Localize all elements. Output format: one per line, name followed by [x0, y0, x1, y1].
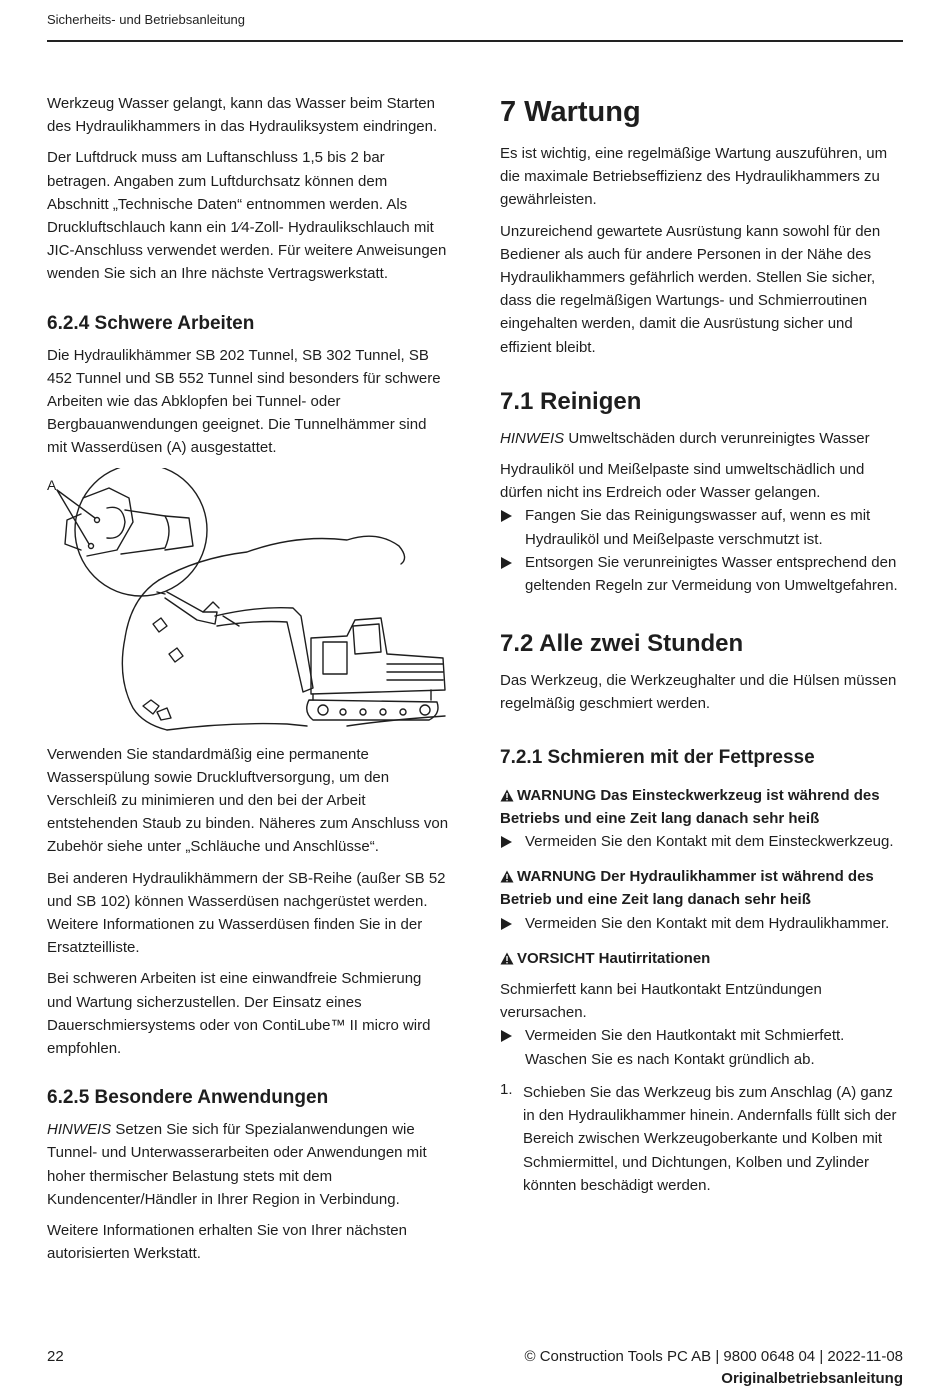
warning-triangle-icon	[500, 952, 514, 965]
bullet-item: Fangen Sie das Reinigungswasser auf, wenn es mit Hydrauliköl und Meißelpaste verschmutzt ist.	[500, 504, 903, 550]
paragraph: Die Hydraulikhämmer SB 202 Tunnel, SB 302 Tunnel, SB 452 Tunnel und SB 552 Tunnel sind besonders für schwere Arbeiten wie das Abklopfen bei Tunnel- oder Bergbauanwendungen geeignet. Die Tunnelhämmer sind mit Wasserdüsen (A) ausgestattet.	[47, 346, 441, 457]
note-text: Umweltschäden durch verunreinigtes Wasser	[564, 429, 870, 447]
arrow-bullet-icon	[501, 557, 512, 569]
tunnel-excavator-figure	[47, 468, 449, 738]
arrow-bullet-icon	[501, 836, 512, 848]
section-heading-6-2-4: 6.2.4 Schwere Arbeiten	[47, 312, 255, 334]
section-heading-6-2-5: 6.2.5 Besondere Anwendungen	[47, 1087, 329, 1109]
figure-callout-a: A	[47, 476, 57, 493]
warning-triangle-icon	[500, 789, 514, 802]
paragraph: Hydrauliköl und Meißelpaste sind umweltschädlich und dürfen nicht ins Erdreich oder Wasser gelangen.	[500, 461, 865, 502]
arrow-bullet-icon	[501, 1030, 512, 1042]
paragraph: Weitere Informationen erhalten Sie von Ihrer nächsten autorisierten Werkstatt.	[47, 1222, 407, 1263]
header-rule	[47, 40, 903, 42]
page-number: 22	[47, 1348, 64, 1365]
bullet-item: Vermeiden Sie den Kontakt mit dem Hydraulikhammer.	[500, 912, 903, 935]
bullet-item: Vermeiden Sie den Kontakt mit dem Einsteckwerkzeug.	[500, 830, 903, 853]
right-column	[500, 92, 903, 1197]
arrow-bullet-icon	[501, 918, 512, 930]
note-paragraph	[47, 1118, 449, 1211]
paragraph: Schmierfett kann bei Hautkontakt Entzündungen verursachen.	[500, 981, 822, 1022]
warning-triangle-icon	[500, 870, 514, 883]
paragraph: Bei anderen Hydraulikhämmern der SB-Reihe (außer SB 52 und SB 102) können Wasserdüsen nachgerüstet werden. Weitere Informationen zu Wasserdüsen finden Sie in der Ersatzteilliste.	[47, 869, 446, 957]
note-paragraph	[500, 427, 903, 450]
paragraph: Es ist wichtig, eine regelmäßige Wartung auszuführen, um die maximale Betriebseffizienz des Hydraulikhammers zu gewährleisten.	[500, 145, 888, 209]
note-label: HINWEIS	[500, 429, 565, 447]
chapter-heading-7: 7 Wartung	[500, 96, 641, 128]
paragraph: Das Werkzeug, die Werkzeughalter und die Hülsen müssen regelmäßig geschmiert werden.	[500, 672, 897, 713]
warning-heading: WARNUNG Der Hydraulikhammer ist während des Betrieb und eine Zeit lang danach sehr heiß	[500, 868, 874, 909]
note-label: HINWEIS	[47, 1121, 112, 1139]
footer-copyright: © Construction Tools PC AB | 9800 0648 04 | 2022-11-08	[524, 1348, 903, 1365]
paragraph: Verwenden Sie standardmäßig eine permanente Wasserspülung sowie Druckluftversorgung, um den Verschleiß zu minimieren und den bei der Arbeit entstehenden Staub zu binden. Näheres zum Anschluss von Zubehör siehe unter „Schläuche und Anschlüsse“.	[47, 745, 449, 856]
running-header: Sicherheits- und Betriebsanleitung	[47, 12, 246, 27]
caution-heading: VORSICHT Hautirritationen	[500, 947, 903, 970]
arrow-bullet-icon	[501, 510, 512, 522]
bullet-item: Entsorgen Sie verunreinigtes Wasser entsprechend den geltenden Regeln zur Vermeidung von Umweltgefahren.	[500, 551, 903, 597]
note-text: Setzen Sie sich für Spezialanwendungen wie Tunnel- und Unterwasserarbeiten oder Anwendungen mit hoher thermischer Belastung stets mit dem Kundencenter/Händler in Ihrer Region in Verbindung.	[47, 1121, 427, 1208]
paragraph: Werkzeug Wasser gelangt, kann das Wasser beim Starten des Hydraulikhammers in das Hydrauliksystem eindringen.	[47, 95, 438, 136]
step-number: 1.	[500, 1080, 513, 1098]
bullet-item: Vermeiden Sie den Hautkontakt mit Schmierfett. Waschen Sie es nach Kontakt gründlich ab.	[500, 1024, 903, 1070]
excavator-illustration	[47, 468, 449, 738]
section-heading-7-2-1: 7.2.1 Schmieren mit der Fettpresse	[500, 746, 815, 768]
warning-heading: WARNUNG Das Einsteckwerkzeug ist während des Betriebs und eine Zeit lang danach sehr heiß	[500, 786, 880, 827]
paragraph: Bei schweren Arbeiten ist eine einwandfreie Schmierung und Wartung sicherzustellen. Der Einsatz eines Dauerschmiersystems oder von ContiLube™ II micro wird empfohlen.	[47, 970, 431, 1058]
section-heading-7-1: 7.1 Reinigen	[500, 387, 642, 415]
numbered-step: 1. Schieben Sie das Werkzeug bis zum Anschlag (A) ganz in den Hydraulikhammer hinein. Andernfalls füllt sich der Bereich zwischen Werkzeugoberkante und Kolben mit Schmiermittel, und Dichtungen, Kolben und Zylinder könnten beschädigt werden.	[500, 1081, 903, 1197]
paragraph: Unzureichend gewartete Ausrüstung kann sowohl für den Bediener als auch für andere Personen in der Nähe des Hydraulikhammers gefährlich werden. Stellen Sie sicher, dass die regelmäßigen Wartungs- und Schmierroutinen eingehalten werden, damit die Ausrüstung sicher und effizient bleibt.	[500, 222, 881, 356]
section-heading-7-2: 7.2 Alle zwei Stunden	[500, 630, 744, 658]
footer-original-label: Originalbetriebsanleitung	[721, 1370, 903, 1387]
left-column	[47, 92, 449, 1274]
paragraph: Der Luftdruck muss am Luftanschluss 1,5 bis 2 bar betragen. Angaben zum Luftdurchsatz können dem Abschnitt „Technische Daten“ entnommen werden. Als Druckluftschlauch kann ein 1⁄4-Zoll- Hydraulikschlauch mit JIC-Anschluss verwendet werden. Für weitere Anweisungen wenden Sie sich an Ihre nächste Vertragswerkstatt.	[47, 149, 447, 283]
